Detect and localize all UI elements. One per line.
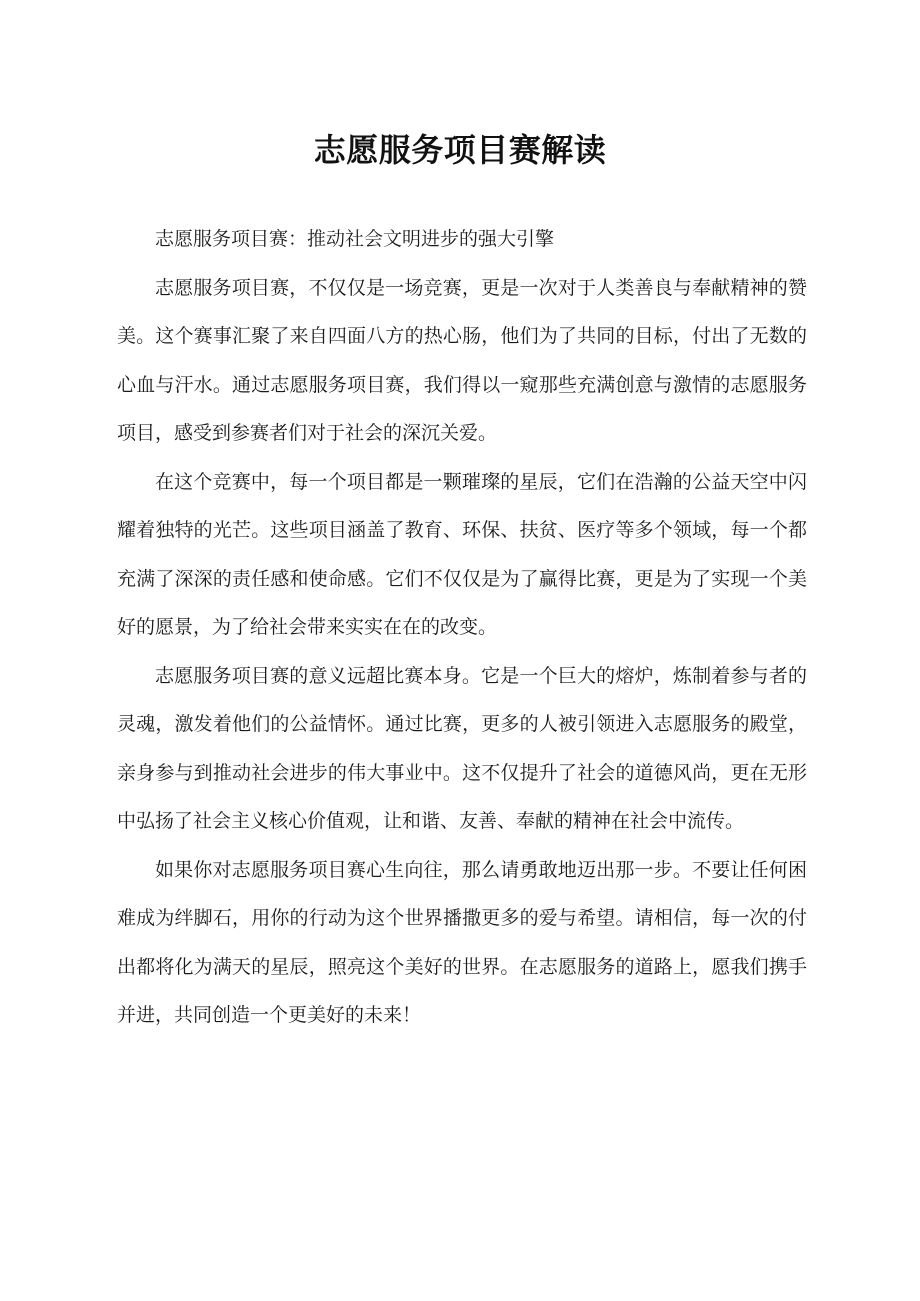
document-title: 志愿服务项目赛解读 (313, 131, 607, 169)
document-body (117, 215, 807, 1040)
body-paragraph-1: 志愿服务项目赛，不仅仅是一场竞赛，更是一次对于人类善良与奉献精神的赞美。这个赛事汇聚了来自四面八方的热心肠，他们为了共同的目标，付出了无数的心血与汗水。通过志愿服务项目赛，我们得以一窥那些充满创意与激情的志愿服务项目，感受到参赛者们对于社会的深沉关爱。 (117, 276, 807, 444)
subtitle-paragraph: 志愿服务项目赛：推动社会文明进步的强大引擎 (155, 228, 555, 250)
body-paragraph-2: 在这个竞赛中，每一个项目都是一颗璀璨的星辰，它们在浩瀚的公益天空中闪耀着独特的光芒。这些项目涵盖了教育、环保、扶贫、医疗等多个领域，每一个都充满了深深的责任感和使命感。它们不仅仅是为了赢得比赛，更是为了实现一个美好的愿景，为了给社会带来实实在在的改变。 (117, 470, 807, 638)
body-paragraph-3: 志愿服务项目赛的意义远超比赛本身。它是一个巨大的熔炉，炼制着参与者的灵魂，激发着他们的公益情怀。通过比赛，更多的人被引领进入志愿服务的殿堂，亲身参与到推动社会进步的伟大事业中。这不仅提升了社会的道德风尚，更在无形中弘扬了社会主义核心价值观，让和谐、友善、奉献的精神在社会中流传。 (117, 664, 807, 832)
body-paragraph-4: 如果你对志愿服务项目赛心生向往，那么请勇敢地迈出那一步。不要让任何困难成为绊脚石，用你的行动为这个世界播撒更多的爱与希望。请相信，每一次的付出都将化为满天的星辰，照亮这个美好的世界。在志愿服务的道路上，愿我们携手并进，共同创造一个更美好的未来！ (117, 858, 807, 1026)
